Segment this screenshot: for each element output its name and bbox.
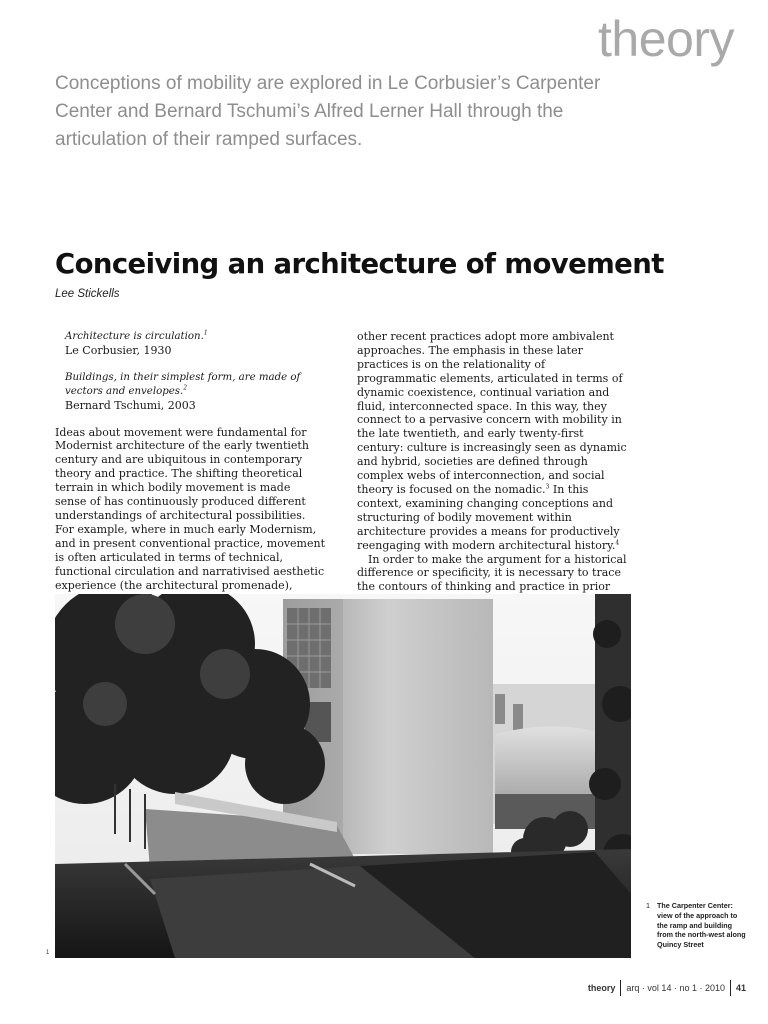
- figure-marker: 1: [46, 950, 50, 956]
- right-column: [357, 330, 627, 608]
- article-title: Conceiving an architecture of movement: [55, 248, 664, 280]
- epigraph: [65, 330, 325, 358]
- epigraph-quote: Buildings, in their simplest form, are made of vectors and envelopes.$^2$: [65, 371, 301, 397]
- epigraph-source: Le Corbusier, 1930: [65, 343, 172, 357]
- epigraph-quote: Architecture is circulation.$^1$: [65, 329, 208, 342]
- page-number: 41: [735, 983, 746, 993]
- figure-caption: [646, 901, 746, 950]
- body-paragraph: other recent practices adopt more ambivalent approaches. The emphasis in these later practices is on the relationality of programmatic elements, articulated in terms of dynamic coexistence, continual variation and fluid, interconnected space. In this way, they connect to a pervasive concern with mobility in the late twentieth, and early twenty-first century: culture is increasingly seen as dynamic and hybrid, societies are defined through complex webs of interconnection, and social theory is focused on the nomadic.$^3$ In this context, examining changing conceptions and structuring of bodily movement within architecture provides a means for productively reengaging with modern architectural history.$^4$: [357, 330, 627, 552]
- section-label: theory: [598, 11, 734, 67]
- footnote-ref[interactable]: 4: [615, 538, 620, 546]
- footnote-ref[interactable]: 3: [545, 483, 550, 491]
- caption-text: The Carpenter Center: view of the approach to the ramp and building from the north-west along Quincy Street: [657, 901, 746, 950]
- author-name: Lee Stickells: [55, 288, 120, 300]
- left-column: [55, 330, 325, 592]
- footnote-ref[interactable]: 1: [203, 329, 208, 337]
- body-paragraph: Ideas about movement were fundamental for Modernist architecture of the early twentieth century and are ubiquitous in contemporary theory and practice. The shifting theoretical terrain in which bodily movement is made sense of has continuously produced different understandings of architectural possibilities. For example, where in much early Modernism, and in present conventional practice, movement is often articulated in terms of technical, functional circulation and narrativised aesthetic experience (the architectural promenade),: [55, 425, 325, 592]
- footer-divider: [730, 980, 731, 996]
- abstract: Conceptions of mobility are explored in Le Corbusier’s Carpenter Center and Bernard Tschumi’s Alfred Lerner Hall through the articulation of their ramped surfaces.: [55, 73, 601, 150]
- caption-number: 1: [646, 901, 650, 910]
- footer-section: theory: [587, 983, 616, 993]
- body-paragraph: In order to make the argument for a historical difference or specificity, it is necessary to trace the contours of thinking and practice in prior: [357, 552, 627, 594]
- page-footer: [588, 980, 746, 996]
- carpenter-center-photo: [55, 594, 631, 958]
- epigraph-source: Bernard Tschumi, 2003: [65, 398, 196, 412]
- footer-journal: arq · vol 14 · no 1 · 2010: [626, 983, 725, 993]
- footnote-ref[interactable]: 2: [183, 384, 188, 392]
- footer-divider: [620, 980, 621, 996]
- epigraph: [65, 371, 325, 413]
